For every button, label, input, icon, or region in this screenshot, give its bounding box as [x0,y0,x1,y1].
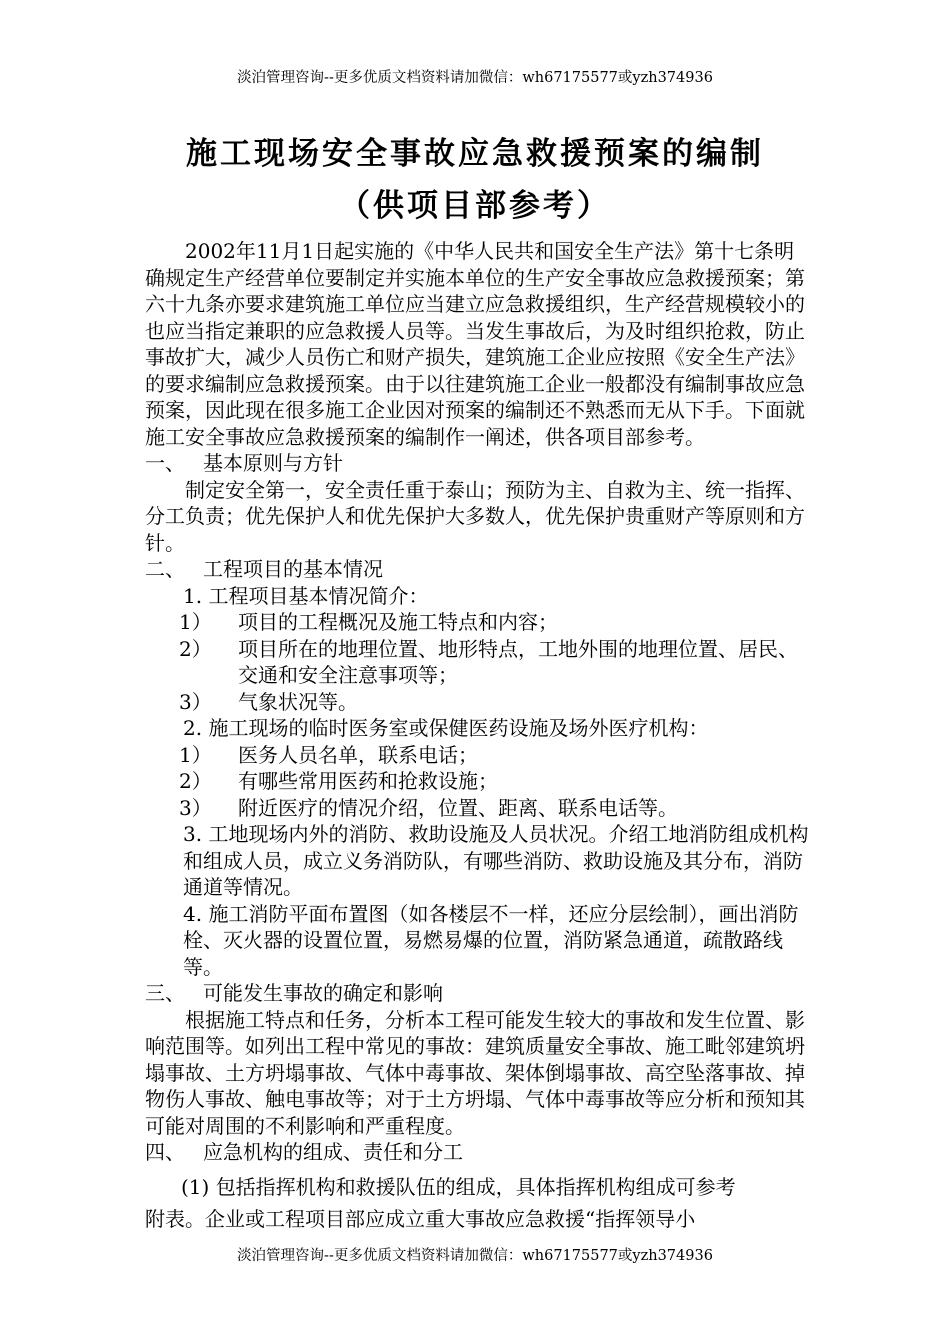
subsection-paragraph: 4. 施工消防平面布置图（如各楼层不一样，还应分层绘制），画出消防栓、灭火器的设置位置，易燃易爆的位置，消防紧急通道，疏散路线等。 [183,901,799,979]
subsection-heading: 1. 工程项目基本情况简介： [183,583,429,608]
section-title: 应急机构的组成、责任和分工 [203,1140,463,1164]
section-number: 四、 [145,1140,185,1164]
list-text: 有哪些常用医药和抢救设施； [238,769,498,793]
section-title: 基本原则与方针 [203,451,343,475]
document-title: 施工现场安全事故应急救援预案的编制 [186,136,764,172]
list-number: 1） [179,742,212,767]
list-text: 项目的工程概况及施工特点和内容； [238,610,558,634]
list-item [145,742,809,769]
section-paragraph: 根据施工特点和任务，分析本工程可能发生较大的事故和发生位置、影响范围等。如列出工程中常见的事故：建筑质量安全事故、施工毗邻建筑坍塌事故、土方坍塌事故、气体中毒事故、架体倒塌事故、高空坠落事故、掉物伤人事故、触电事故等；对于土方坍塌、气体中毒事故等应分析和预知其可能对周围的不利影响和严重程度。 [145,1007,805,1138]
section-number: 一、 [145,451,185,475]
section-paragraph: (1) 包括指挥机构和救援队伍的组成，具体指挥机构组成可参考 [181,1174,736,1199]
section-title: 工程项目的基本情况 [203,557,383,581]
section-number: 三、 [145,981,185,1005]
section-heading [145,450,809,477]
list-number: 3） [179,795,212,820]
page-header: 淡泊管理咨询--更多优质文档资料请加微信：wh67175577或yzh374936 [237,70,713,86]
list-item [145,768,809,795]
section-title: 可能发生事故的确定和影响 [203,981,443,1005]
list-text: 医务人员名单，联系电话； [238,742,478,767]
section-number: 二、 [145,557,185,581]
list-number: 1） [179,610,212,634]
page-footer: 淡泊管理咨询--更多优质文档资料请加微信：wh67175577或yzh374936 [237,1248,713,1264]
subsection-paragraph: 3. 工地现场内外的消防、救助设施及人员状况。介绍工地消防组成机构和组成人员，成立义务消防队，有哪些消防、救助设施及其分布，消防通道等情况。 [183,822,809,899]
list-item [145,689,809,716]
list-item [145,636,809,689]
list-number: 3） [179,689,212,714]
list-text: 气象状况等。 [238,689,358,714]
list-item [145,795,809,822]
subsection-heading: 2. 施工现场的临时医务室或保健医药设施及场外医疗机构： [183,716,709,740]
section-paragraph: 附表。企业或工程项目部应成立重大事故应急救援“指挥领导小 [145,1207,696,1231]
section-paragraph: 制定安全第一，安全责任重于泰山；预防为主、自救为主、统一指挥、分工负责；优先保护人和优先保护大多数人，优先保护贵重财产等原则和方针。 [145,477,805,555]
list-text: 附近医疗的情况介绍，位置、距离、联系电话等。 [238,795,678,820]
document-body [145,238,809,1233]
list-number: 2） [179,769,212,793]
section-heading [145,980,809,1007]
list-item [145,609,809,636]
section-heading [145,1139,809,1166]
document-subtitle: （供项目部参考） [339,188,611,224]
list-number: 2） [179,636,212,661]
list-text: 项目所在的地理位置、地形特点，工地外围的地理位置、居民、交通和安全注意事项等； [238,636,798,687]
section-heading [145,556,809,583]
intro-paragraph: 2002年11月1日起实施的《中华人民共和国安全生产法》第十七条明确规定生产经营单位要制定并实施本单位的生产安全事故应急救援预案；第六十九条亦要求建筑施工单位应当建立应急救援组织，生产经营规模较小的也应当指定兼职的应急救援人员等。当发生事故后，为及时组织抢救，防止事故扩大，减少人员伤亡和财产损失，建筑施工企业应按照《安全生产法》的要求编制应急救援预案。由于以往建筑施工企业一般都没有编制事故应急预案，因此现在很多施工企业因对预案的编制还不熟悉而无从下手。下面就施工安全事故应急救援预案的编制作一阐述，供各项目部参考。 [145,239,805,449]
